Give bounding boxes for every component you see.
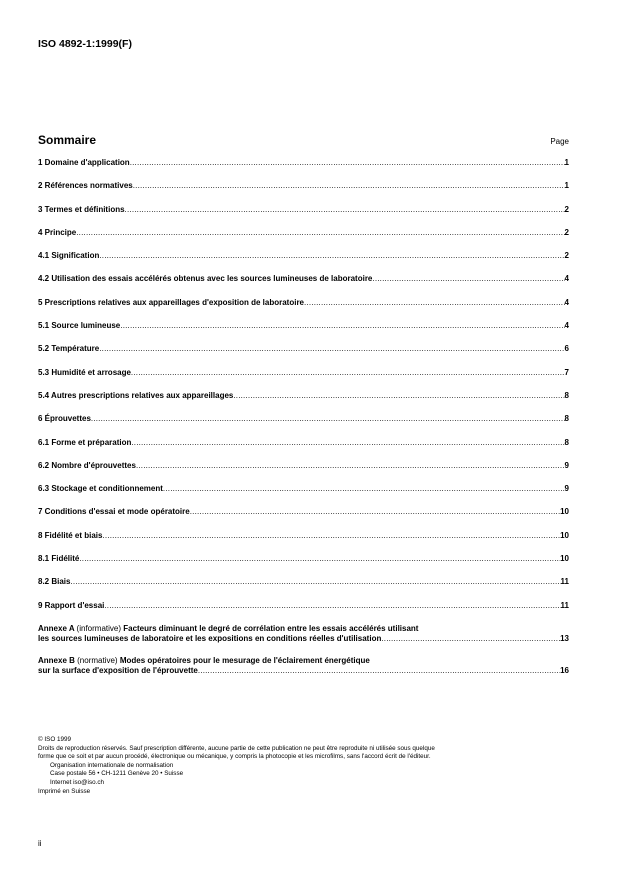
toc-entry[interactable] xyxy=(38,577,569,587)
dot-leader xyxy=(99,251,564,261)
dot-leader xyxy=(131,438,564,448)
toc-entry-page: 7 xyxy=(564,367,569,377)
annex-label: Annexe B xyxy=(38,655,75,665)
toc-entry[interactable] xyxy=(38,531,569,541)
toc-entry[interactable] xyxy=(38,181,569,191)
toc-entry-title: 6.3 Stockage et conditionnement xyxy=(38,484,163,494)
dot-leader xyxy=(79,554,560,564)
toc-entry-page: 2 xyxy=(564,227,569,237)
annex-title-line-1: Modes opératoires pour le mesurage de l'éclairement énergétique xyxy=(119,655,370,665)
toc-entry-title: 2 Références normatives xyxy=(38,181,133,191)
toc-entry-title: 8.1 Fidélité xyxy=(38,554,80,564)
annex-page: 13 xyxy=(560,633,569,643)
document-id: ISO 4892-1:1999(F) xyxy=(38,38,132,50)
dot-leader xyxy=(130,158,565,168)
dot-leader xyxy=(102,531,560,541)
toc-entry-title: 5 Prescriptions relatives aux appareillages d'exposition de laboratoire xyxy=(38,297,304,307)
toc-entry-page: 8 xyxy=(564,414,569,424)
organisation-name: Organisation internationale de normalisation xyxy=(50,761,174,769)
toc-entry-page: 2 xyxy=(564,251,569,261)
toc-entry-title: 5.4 Autres prescriptions relatives aux appareillages xyxy=(38,390,234,400)
toc-annexes xyxy=(38,624,569,676)
table-of-contents xyxy=(38,158,569,688)
page-column-header: Page xyxy=(550,137,569,146)
toc-entry[interactable] xyxy=(38,507,569,517)
toc-entry-page: 11 xyxy=(560,577,569,587)
toc-entry[interactable] xyxy=(38,158,569,168)
dot-leader xyxy=(133,181,565,191)
toc-entry-title: 6.2 Nombre d'éprouvettes xyxy=(38,460,136,470)
toc-entry-title: 9 Rapport d'essai xyxy=(38,600,105,610)
dot-leader xyxy=(91,414,565,424)
toc-entry[interactable] xyxy=(38,368,569,378)
toc-entry[interactable] xyxy=(38,438,569,448)
toc-entry[interactable] xyxy=(38,391,569,401)
annex-heading-line xyxy=(38,624,569,634)
toc-entry[interactable] xyxy=(38,274,569,284)
dot-leader xyxy=(76,228,564,238)
annex-title-line-2: sur la surface d'exposition de l'éprouvette xyxy=(38,665,198,675)
toc-entry[interactable] xyxy=(38,414,569,424)
toc-entry-page: 4 xyxy=(564,321,569,331)
dot-leader xyxy=(233,391,564,401)
annex-title-line-2-row xyxy=(38,634,569,644)
copyright-line: © ISO 1999 xyxy=(38,736,71,743)
dot-leader xyxy=(372,274,564,284)
toc-entry-title: 8 Fidélité et biais xyxy=(38,530,103,540)
toc-entry[interactable] xyxy=(38,298,569,308)
toc-entry[interactable] xyxy=(38,228,569,238)
annex-title-line-1: Facteurs diminuant le degré de corrélation entre les essais accélérés utilisant xyxy=(123,623,419,633)
toc-entry-title: 1 Domaine d'application xyxy=(38,158,130,167)
toc-entry-title: 3 Termes et définitions xyxy=(38,204,125,214)
copyright-notice xyxy=(38,736,578,796)
toc-entry-page: 9 xyxy=(564,460,569,470)
dot-leader xyxy=(70,577,560,587)
toc-title: Sommaire xyxy=(38,133,97,147)
postal-address: Case postale 56 • CH-1211 Genève 20 • Suisse xyxy=(50,770,184,778)
annex-label: Annexe A xyxy=(38,623,75,633)
dot-leader xyxy=(381,634,560,644)
toc-entry[interactable] xyxy=(38,251,569,261)
dot-leader xyxy=(131,368,565,378)
toc-entry-page: 10 xyxy=(560,507,569,517)
toc-annex-entry[interactable] xyxy=(38,624,569,644)
toc-entry-title: 6.1 Forme et préparation xyxy=(38,437,132,447)
toc-entry[interactable] xyxy=(38,601,569,611)
toc-entry-page: 10 xyxy=(560,554,569,564)
toc-entry[interactable] xyxy=(38,554,569,564)
rights-line-1: Droits de reproduction réservés. Sauf prescription différente, aucune partie de cette publication ne peut être reproduite ni utilisée sous quelque xyxy=(38,744,435,752)
dot-leader xyxy=(104,601,560,611)
toc-entries xyxy=(38,158,569,611)
printed-in: Imprimé en Suisse xyxy=(38,787,91,795)
toc-entry-page: 8 xyxy=(564,437,569,447)
toc-entry[interactable] xyxy=(38,461,569,471)
annex-page: 16 xyxy=(560,665,569,675)
toc-entry[interactable] xyxy=(38,321,569,331)
toc-entry-page: 1 xyxy=(564,158,569,167)
toc-entry-title: 8.2 Biais xyxy=(38,577,71,587)
dot-leader xyxy=(125,205,565,215)
toc-entry-page: 10 xyxy=(560,530,569,540)
dot-leader xyxy=(198,666,560,676)
toc-entry-title: 4.2 Utilisation des essais accélérés obtenus avec les sources lumineuses de laboratoire xyxy=(38,274,373,284)
toc-entry-title: 5.2 Température xyxy=(38,344,100,354)
dot-leader xyxy=(120,321,564,331)
toc-entry-page: 8 xyxy=(564,390,569,400)
toc-entry-page: 4 xyxy=(564,274,569,284)
toc-entry[interactable] xyxy=(38,344,569,354)
toc-entry[interactable] xyxy=(38,205,569,215)
toc-entry-title: 6 Éprouvettes xyxy=(38,414,91,424)
dot-leader xyxy=(304,298,565,308)
toc-entry-page: 9 xyxy=(564,484,569,494)
toc-entry-title: 5.1 Source lumineuse xyxy=(38,321,121,331)
toc-entry-page: 2 xyxy=(564,204,569,214)
toc-entry-title: 4 Principe xyxy=(38,227,77,237)
annex-title-line-2: les sources lumineuses de laboratoire et les expositions en conditions réelles d'utilisation xyxy=(38,633,382,643)
annex-kind: (informative) xyxy=(76,623,121,633)
toc-entry-page: 6 xyxy=(564,344,569,354)
dot-leader xyxy=(99,344,564,354)
annex-title-line-2-row xyxy=(38,666,569,676)
toc-entry[interactable] xyxy=(38,484,569,494)
dot-leader xyxy=(190,507,560,517)
rights-line-2: forme que ce soit et par aucun procédé, électronique ou mécanique, y compris la photocopie et les microfilms, sans l'accord écrit de l'éditeur. xyxy=(38,753,431,761)
toc-annex-entry[interactable] xyxy=(38,656,569,676)
internet-contact: Internet iso@iso.ch xyxy=(50,778,104,786)
toc-entry-page: 4 xyxy=(564,297,569,307)
dot-leader xyxy=(163,484,565,494)
annex-heading-line xyxy=(38,656,569,666)
annex-kind: (normative) xyxy=(77,655,118,665)
toc-entry-title: 5.3 Humidité et arrosage xyxy=(38,367,131,377)
toc-entry-title: 7 Conditions d'essai et mode opératoire xyxy=(38,507,190,517)
toc-entry-page: 11 xyxy=(560,600,569,610)
page-number: ii xyxy=(38,839,42,848)
toc-entry-title: 4.1 Signification xyxy=(38,251,100,261)
toc-entry-page: 1 xyxy=(564,181,569,191)
dot-leader xyxy=(136,461,565,471)
